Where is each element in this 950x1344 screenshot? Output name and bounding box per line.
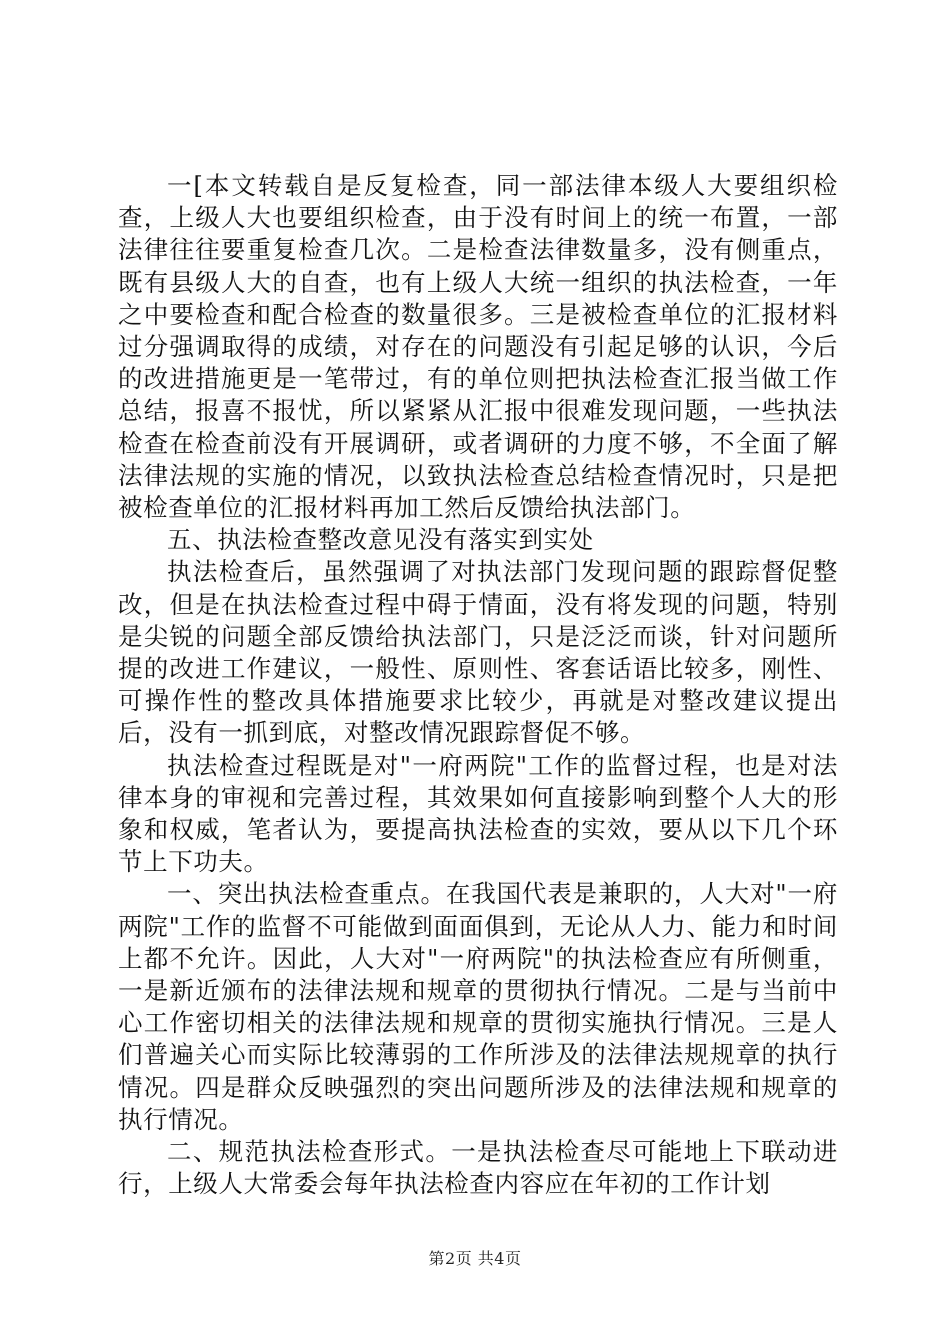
- section-heading-five: 五、执法检查整改意见没有落实到实处: [167, 525, 594, 555]
- document-body: [118, 170, 838, 1201]
- paragraph-inspection-process: 执法检查过程既是对"一府两院"工作的监督过程，也是对法律本身的审视和完善过程，其效果如何直接影响到整个人大的形象和权威，笔者认为，要提高执法检查的实效，要从以下几个环节上下功夫。: [118, 750, 838, 877]
- paragraph-focus-points: 一、突出执法检查重点。在我国代表是兼职的，人大对"一府两院"工作的监督不可能做到面面俱到，无论从人力、能力和时间上都不允许。因此，人大对"一府两院"的执法检查应有所侧重，一是新近颁布的法律法规和规章的贯彻执行情况。二是与当前中心工作密切相关的法律法规和规章的贯彻实施执行情况。三是人们普遍关心而实际比较薄弱的工作所涉及的法律法规规章的执行情况。四是群众反映强烈的突出问题所涉及的法律法规和规章的执行情况。: [118, 879, 838, 1134]
- paragraph-standardize-form: 二、规范执法检查形式。一是执法检查尽可能地上下联动进行，上级人大常委会每年执法检查内容应在年初的工作计划: [118, 1137, 838, 1199]
- paragraph-rectification: 执法检查后，虽然强调了对执法部门发现问题的跟踪督促整改，但是在执法检查过程中碍于情面，没有将发现的问题，特别是尖锐的问题全部反馈给执法部门，只是泛泛而谈，针对问题所提的改进工作建议，一般性、原则性、客套话语比较多，刚性、可操作性的整改具体措施要求比较少，再就是对整改建议提出后，没有一抓到底，对整改情况跟踪督促不够。: [118, 557, 838, 748]
- paragraph-repeated-inspection: 一[本文转载自是反复检查，同一部法律本级人大要组织检查，上级人大也要组织检查，由于没有时间上的统一布置，一部法律往往要重复检查几次。二是检查法律数量多，没有侧重点，既有县级人大的自查，也有上级人大统一组织的执法检查，一年之中要检查和配合检查的数量很多。三是被检查单位的汇报材料过分强调取得的成绩，对存在的问题没有引起足够的认识，今后的改进措施更是一笔带过，有的单位则把执法检查汇报当做工作总结，报喜不报忧，所以紧紧从汇报中很难发现问题，一些执法检查在检查前没有开展调研，或者调研的力度不够，不全面了解法律法规的实施的情况，以致执法检查总结检查情况时，只是把被检查单位的汇报材料再加工然后反馈给执法部门。: [118, 171, 838, 523]
- page-number-footer: 第2页 共4页: [428, 1249, 522, 1268]
